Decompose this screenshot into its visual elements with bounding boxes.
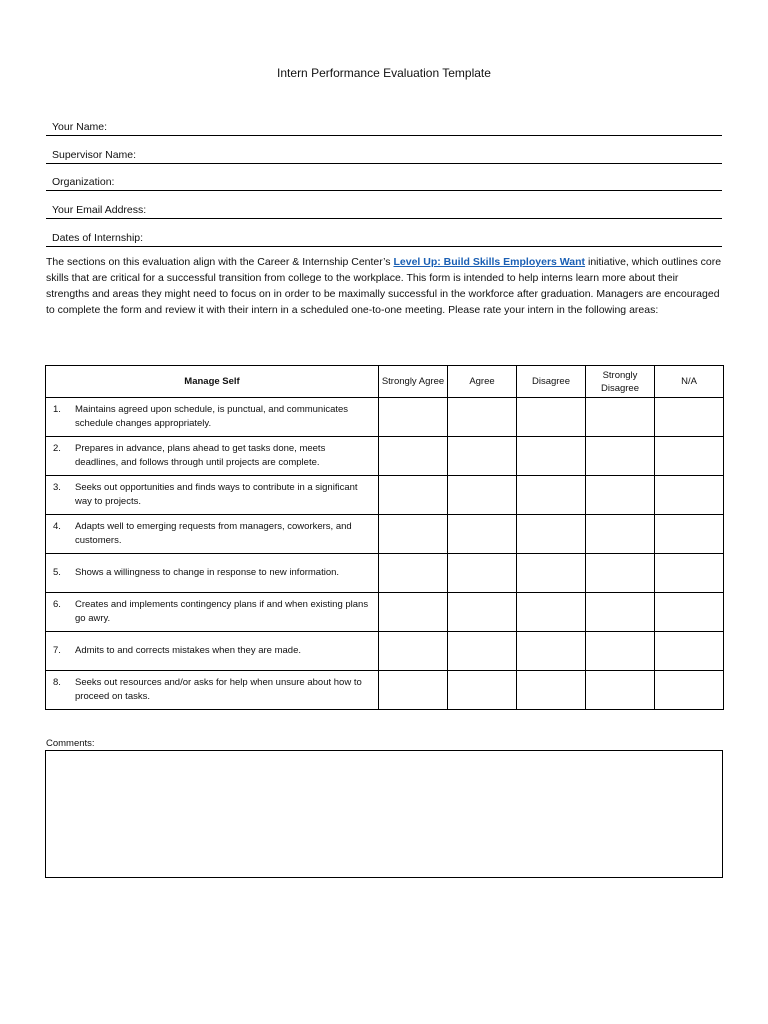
info-fields [46, 108, 722, 247]
row-statement: Admits to and corrects mistakes when they are made. [75, 645, 301, 656]
agree-cell[interactable] [448, 671, 517, 710]
organization-field-label: Organization: [52, 176, 115, 189]
na-cell[interactable] [655, 437, 724, 476]
level-up-link[interactable]: Level Up: Build Skills Employers Want [393, 256, 586, 268]
document-title: Intern Performance Evaluation Template [277, 66, 491, 80]
intro-paragraph [46, 254, 722, 318]
na-cell[interactable] [655, 632, 724, 671]
disagree-cell[interactable] [517, 593, 586, 632]
row-statement: Creates and implements contingency plans if and when existing plans go awry. [75, 599, 369, 624]
row-number: 8. [53, 677, 61, 688]
strongly-agree-cell[interactable] [379, 476, 448, 515]
strongly-disagree-cell[interactable] [586, 671, 655, 710]
agree-cell[interactable] [448, 476, 517, 515]
disagree-cell[interactable] [517, 437, 586, 476]
row-statement: Seeks out resources and/or asks for help when unsure about how to proceed on tasks. [75, 677, 362, 702]
table-row [46, 554, 724, 593]
strongly-disagree-header: Strongly Disagree [586, 366, 655, 398]
row-statement: Prepares in advance, plans ahead to get tasks done, meets deadlines, and follows through until projects are complete. [75, 443, 326, 468]
disagree-cell[interactable] [517, 632, 586, 671]
na-cell[interactable] [655, 398, 724, 437]
agree-cell[interactable] [448, 398, 517, 437]
disagree-cell[interactable] [517, 515, 586, 554]
row-statement: Maintains agreed upon schedule, is punctual, and communicates schedule changes appropriately. [75, 404, 349, 429]
row-number: 6. [53, 599, 61, 610]
strongly-agree-cell[interactable] [379, 554, 448, 593]
disagree-cell[interactable] [517, 398, 586, 437]
strongly-agree-cell[interactable] [379, 437, 448, 476]
table-row [46, 437, 724, 476]
row-text-cell [46, 593, 379, 632]
strongly-disagree-cell[interactable] [586, 476, 655, 515]
table-row [46, 476, 724, 515]
na-cell[interactable] [655, 554, 724, 593]
row-text-cell [46, 515, 379, 554]
row-text-cell [46, 632, 379, 671]
dates-field-label: Dates of Internship: [52, 231, 144, 244]
table-row [46, 632, 724, 671]
row-text-cell [46, 554, 379, 593]
agree-cell[interactable] [448, 554, 517, 593]
row-text-cell [46, 476, 379, 515]
na-cell[interactable] [655, 476, 724, 515]
row-number: 2. [53, 443, 61, 454]
agree-cell[interactable] [448, 437, 517, 476]
strongly-disagree-cell[interactable] [586, 593, 655, 632]
disagree-header: Disagree [517, 366, 586, 398]
na-header: N/A [655, 366, 724, 398]
row-number: 5. [53, 567, 61, 578]
row-text-cell [46, 398, 379, 437]
supervisor-name-field-label: Supervisor Name: [52, 148, 137, 161]
intro-text-before: The sections on this evaluation align with the Career & Internship Center’s [46, 256, 394, 268]
supervisor-name-field[interactable] [46, 136, 722, 164]
row-number: 3. [53, 482, 61, 493]
row-statement: Shows a willingness to change in response to new information. [75, 567, 340, 578]
name-field[interactable] [46, 108, 722, 136]
manage-self-header: Manage Self [46, 366, 379, 398]
row-number: 1. [53, 404, 61, 415]
row-number: 7. [53, 645, 61, 656]
comments-box[interactable] [45, 750, 723, 878]
strongly-disagree-cell[interactable] [586, 398, 655, 437]
strongly-agree-cell[interactable] [379, 632, 448, 671]
strongly-disagree-cell[interactable] [586, 515, 655, 554]
na-cell[interactable] [655, 515, 724, 554]
email-field-label: Your Email Address: [52, 204, 147, 217]
table-row [46, 671, 724, 710]
table-header-row [46, 366, 724, 398]
row-number: 4. [53, 521, 61, 532]
table-row [46, 515, 724, 554]
strongly-agree-header: Strongly Agree [379, 366, 448, 398]
agree-cell[interactable] [448, 515, 517, 554]
email-field[interactable] [46, 191, 722, 219]
row-text-cell [46, 437, 379, 476]
agree-header: Agree [448, 366, 517, 398]
disagree-cell[interactable] [517, 476, 586, 515]
dates-field[interactable] [46, 219, 722, 247]
strongly-agree-cell[interactable] [379, 593, 448, 632]
disagree-cell[interactable] [517, 554, 586, 593]
organization-field[interactable] [46, 164, 722, 192]
comments-label: Comments: [46, 738, 95, 749]
na-cell[interactable] [655, 671, 724, 710]
agree-cell[interactable] [448, 593, 517, 632]
strongly-disagree-cell[interactable] [586, 437, 655, 476]
strongly-disagree-cell[interactable] [586, 632, 655, 671]
row-statement: Seeks out opportunities and finds ways to contribute in a significant way to projects. [75, 482, 358, 507]
evaluation-table [45, 365, 724, 710]
row-statement: Adapts well to emerging requests from managers, coworkers, and customers. [75, 521, 352, 546]
strongly-agree-cell[interactable] [379, 515, 448, 554]
agree-cell[interactable] [448, 632, 517, 671]
strongly-disagree-cell[interactable] [586, 554, 655, 593]
na-cell[interactable] [655, 593, 724, 632]
disagree-cell[interactable] [517, 671, 586, 710]
table-row [46, 593, 724, 632]
intro-text-after: initiative, which outlines core skills that are critical for a successful transition from college to the workplace. This form is intended to help interns learn more about their strengths and areas they might need to focus on in order to be maximally successful in the workforce after graduation. Managers are encouraged to complete the form and review it with their intern in a scheduled one-to-one meeting. Please rate your intern in the following areas: [46, 256, 722, 316]
name-field-label: Your Name: [52, 120, 108, 133]
strongly-agree-cell[interactable] [379, 398, 448, 437]
table-row [46, 398, 724, 437]
strongly-agree-cell[interactable] [379, 671, 448, 710]
row-text-cell [46, 671, 379, 710]
